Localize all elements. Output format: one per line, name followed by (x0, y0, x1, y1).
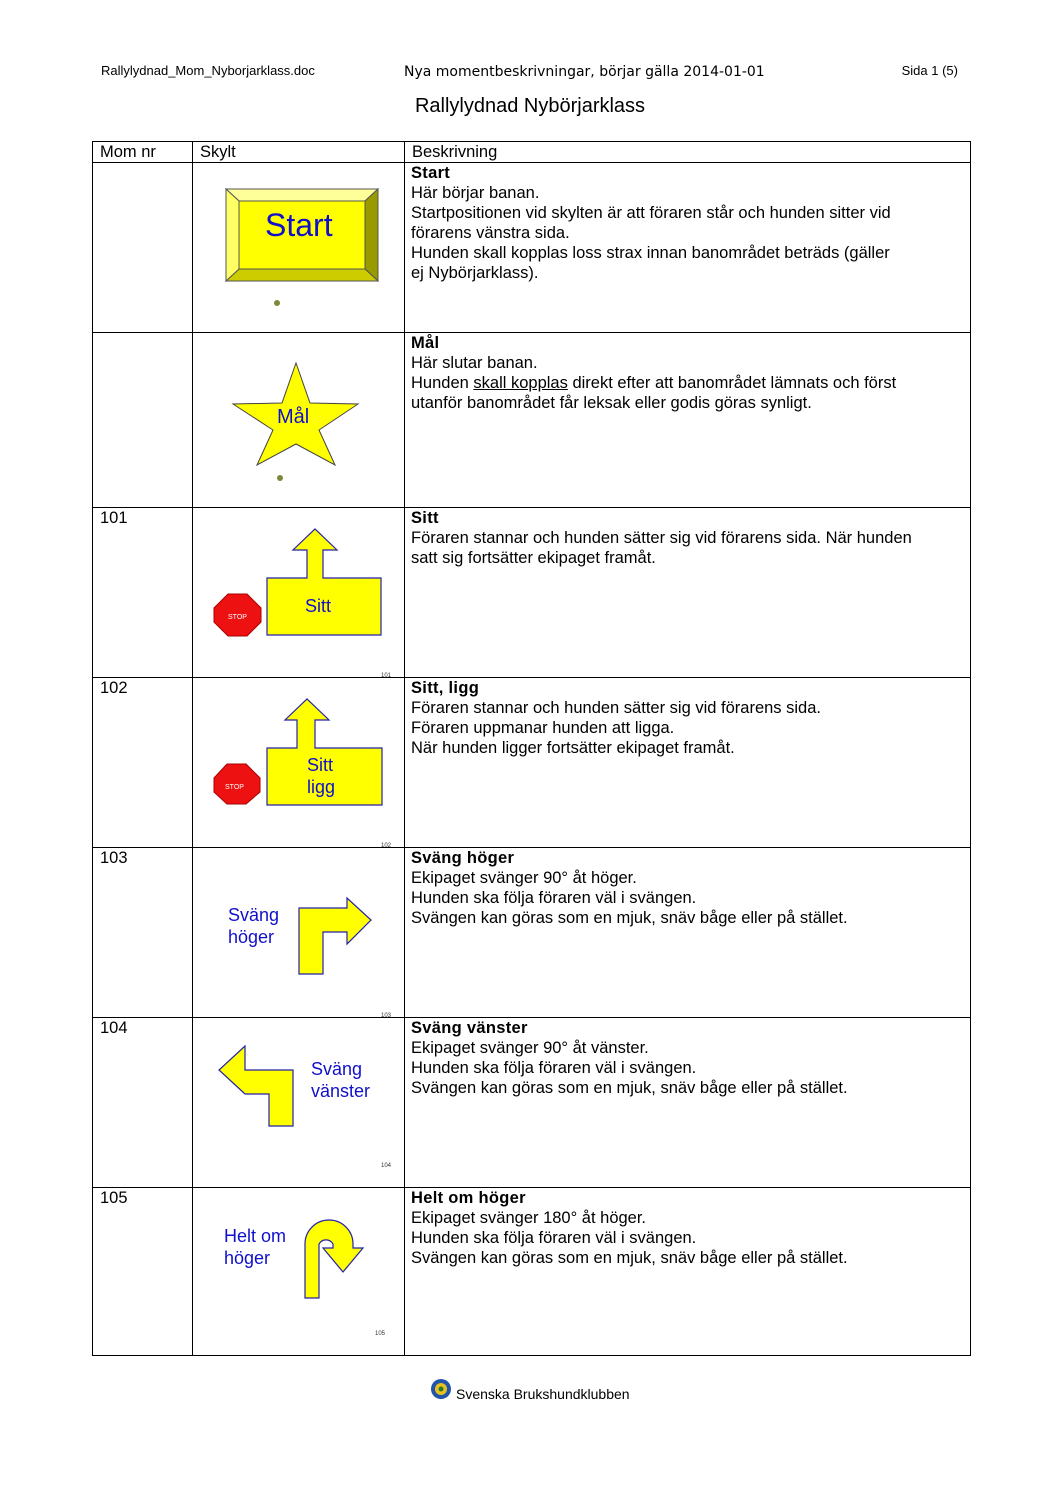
sign-cell (193, 1018, 405, 1188)
table-row (93, 333, 971, 508)
moment-title: Sitt (411, 509, 439, 527)
description-line: Föraren uppmanar hunden att ligga. (411, 719, 675, 737)
description-line: Hunden ska följa föraren väl i svängen. (411, 1229, 697, 1247)
u-turn-right-arrow-icon (193, 1188, 405, 1355)
footer-org-name: Svenska Brukshundklubben (456, 1386, 630, 1402)
table-row (93, 1188, 971, 1356)
sign-cell (193, 1188, 405, 1356)
sit-down-sign-icon (193, 678, 405, 847)
description-line: Ekipaget svänger 90° åt vänster. (411, 1039, 649, 1057)
description-line: ej Nybörjarklass). (411, 264, 539, 282)
header-filename: Rallylydnad_Mom_Nyborjarklass.doc (101, 63, 315, 78)
sign-label: höger (228, 927, 275, 947)
moment-number: 104 (93, 1018, 193, 1188)
sit-sign-icon (193, 508, 405, 677)
moment-number: 102 (93, 678, 193, 848)
description-line: Svängen kan göras som en mjuk, snäv båge eller på stället. (411, 1249, 848, 1267)
moment-title: Sitt, ligg (411, 679, 480, 697)
moment-title: Helt om höger (411, 1189, 526, 1207)
column-header-description: Beskrivning (405, 142, 971, 163)
moments-table (92, 141, 971, 1356)
description-cell (405, 333, 971, 508)
moment-title: Sväng höger (411, 849, 515, 867)
sign-label: vänster (311, 1081, 371, 1101)
table-row (93, 508, 971, 678)
turn-left-arrow-icon (193, 1018, 405, 1187)
description-cell (405, 848, 971, 1018)
club-logo-icon (277, 475, 283, 481)
sign-number: 105 (375, 1331, 386, 1337)
moment-title: Mål (411, 334, 440, 352)
sign-number: 104 (381, 1163, 392, 1169)
stop-label: STOP (225, 784, 244, 791)
club-logo-icon (274, 300, 280, 306)
moment-number: 105 (93, 1188, 193, 1356)
underlined-text: skall kopplas (473, 374, 568, 392)
stop-label: STOP (228, 614, 247, 621)
sign-label: Sväng (228, 905, 280, 925)
table-row (93, 848, 971, 1018)
description-line: Svängen kan göras som en mjuk, snäv båge eller på stället. (411, 1079, 848, 1097)
description-line: När hunden ligger fortsätter ekipaget framåt. (411, 739, 735, 757)
sign-label: Sitt (305, 596, 332, 616)
description-line: Föraren stannar och hunden sätter sig vid förarens sida. (411, 699, 821, 717)
sign-cell (193, 163, 405, 333)
header-subtitle: Nya momentbeskrivningar, börjar gälla 2014-01-01 (404, 64, 765, 80)
sign-cell (193, 508, 405, 678)
description-line: satt sig fortsätter ekipaget framåt. (411, 549, 656, 567)
description-line: utanför banområdet får leksak eller godis göras synligt. (411, 394, 812, 412)
description-line: Hunden skall kopplas direkt efter att banområdet lämnats och först (411, 374, 897, 392)
description-line: Ekipaget svänger 180° åt höger. (411, 1209, 647, 1227)
sign-label: ligg (307, 777, 336, 797)
club-logo-icon (430, 1378, 452, 1400)
sign-label: Sitt (307, 755, 334, 775)
moment-title: Start (411, 164, 451, 182)
sign-label: Helt om (224, 1226, 287, 1246)
sign-number: 102 (381, 843, 392, 849)
description-cell (405, 1188, 971, 1356)
moment-number (93, 333, 193, 508)
column-header-sign: Skylt (193, 142, 405, 163)
start-sign-icon (193, 163, 405, 332)
sign-label: Start (265, 207, 333, 243)
sign-cell (193, 678, 405, 848)
description-line: Hunden ska följa föraren väl i svängen. (411, 889, 697, 907)
moment-title: Sväng vänster (411, 1019, 528, 1037)
table-row (93, 163, 971, 333)
column-header-nr: Mom nr (93, 142, 193, 163)
description-line: Föraren stannar och hunden sätter sig vid förarens sida. När hunden (411, 529, 912, 547)
description-cell (405, 678, 971, 848)
table-row (93, 678, 971, 848)
sign-cell (193, 848, 405, 1018)
description-line: Hunden ska följa föraren väl i svängen. (411, 1059, 697, 1077)
description-line: Svängen kan göras som en mjuk, snäv båge eller på stället. (411, 909, 848, 927)
description-cell (405, 163, 971, 333)
document-title: Rallylydnad Nybörjarklass (414, 95, 646, 117)
header-page-number: Sida 1 (5) (901, 63, 958, 78)
sign-label: höger (224, 1248, 271, 1268)
moment-number (93, 163, 193, 333)
description-line: Ekipaget svänger 90° åt höger. (411, 869, 637, 887)
sign-label: Mål (277, 406, 310, 428)
sign-number: 103 (381, 1013, 392, 1019)
sign-number: 101 (381, 673, 392, 679)
moment-number: 103 (93, 848, 193, 1018)
table-row (93, 1018, 971, 1188)
description-line: Här slutar banan. (411, 354, 538, 372)
description-cell (405, 1018, 971, 1188)
sign-label: Sväng (311, 1059, 363, 1079)
description-cell (405, 508, 971, 678)
sign-cell (193, 333, 405, 508)
table-header-row (93, 142, 971, 163)
description-line: förarens vänstra sida. (411, 224, 570, 242)
description-line: Hunden skall kopplas loss strax innan banområdet beträds (gäller (411, 244, 890, 262)
moment-number: 101 (93, 508, 193, 678)
description-line: Startpositionen vid skylten är att föraren står och hunden sitter vid (411, 204, 891, 222)
description-line: Här börjar banan. (411, 184, 540, 202)
turn-right-arrow-icon (193, 848, 405, 1017)
